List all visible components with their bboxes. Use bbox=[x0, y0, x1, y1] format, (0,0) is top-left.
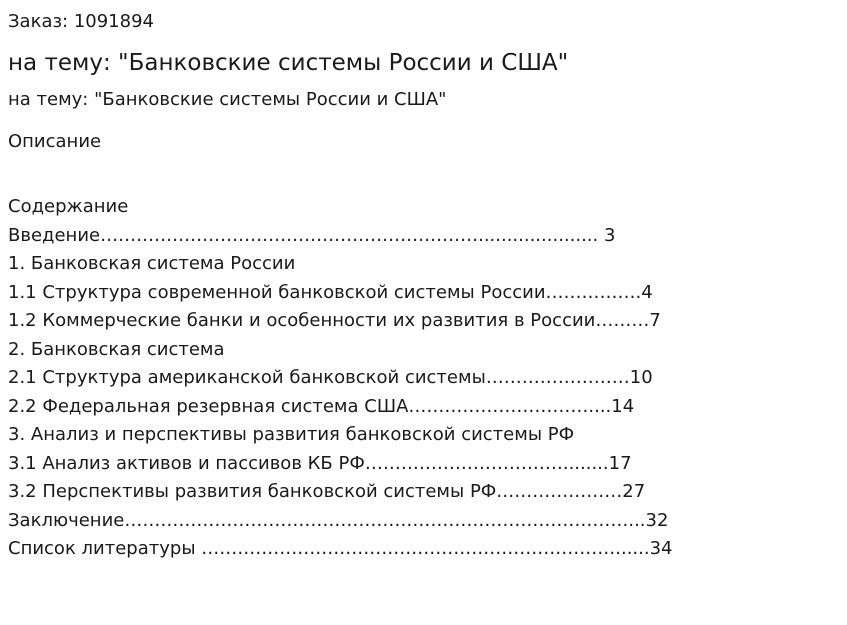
page-title: на тему: "Банковские системы России и США" bbox=[8, 50, 569, 76]
toc-item-chapter-3: 3. Анализ и перспективы развития банковской системы РФ bbox=[8, 424, 575, 445]
toc-item-section-2-1: 2.1 Структура американской банковской системы……………………10 bbox=[8, 367, 653, 388]
order-number: Заказ: 1091894 bbox=[8, 11, 154, 32]
table-of-contents bbox=[8, 193, 673, 564]
toc-item-chapter-1: 1. Банковская система России bbox=[8, 253, 296, 274]
toc-item-conclusion: Заключение…………………………………………………………………………...32 bbox=[8, 509, 669, 531]
toc-item-chapter-2: 2. Банковская система bbox=[8, 338, 225, 360]
page-subtitle: на тему: "Банковские системы России и США" bbox=[8, 89, 447, 110]
toc-item-section-3-2: 3.2 Перспективы развития банковской системы РФ…………………27 bbox=[8, 481, 646, 502]
description-heading: Описание bbox=[8, 131, 102, 152]
toc-item-section-1-1: 1.1 Структура современной банковской системы России…………….4 bbox=[8, 281, 653, 303]
toc-item-section-1-2: 1.2 Коммерческие банки и особенности их развития в России………7 bbox=[8, 310, 661, 331]
toc-heading: Содержание bbox=[8, 196, 129, 217]
toc-item-introduction: Введение………………………………………………………..................... 3 bbox=[8, 224, 616, 246]
toc-item-references: Список литературы ……………………………………………………………......34 bbox=[8, 538, 673, 559]
toc-item-section-2-2: 2.2 Федеральная резервная система США…………………………....14 bbox=[8, 395, 635, 417]
toc-item-section-3-1: 3.1 Анализ активов и пассивов КБ РФ……………………………........17 bbox=[8, 452, 632, 474]
